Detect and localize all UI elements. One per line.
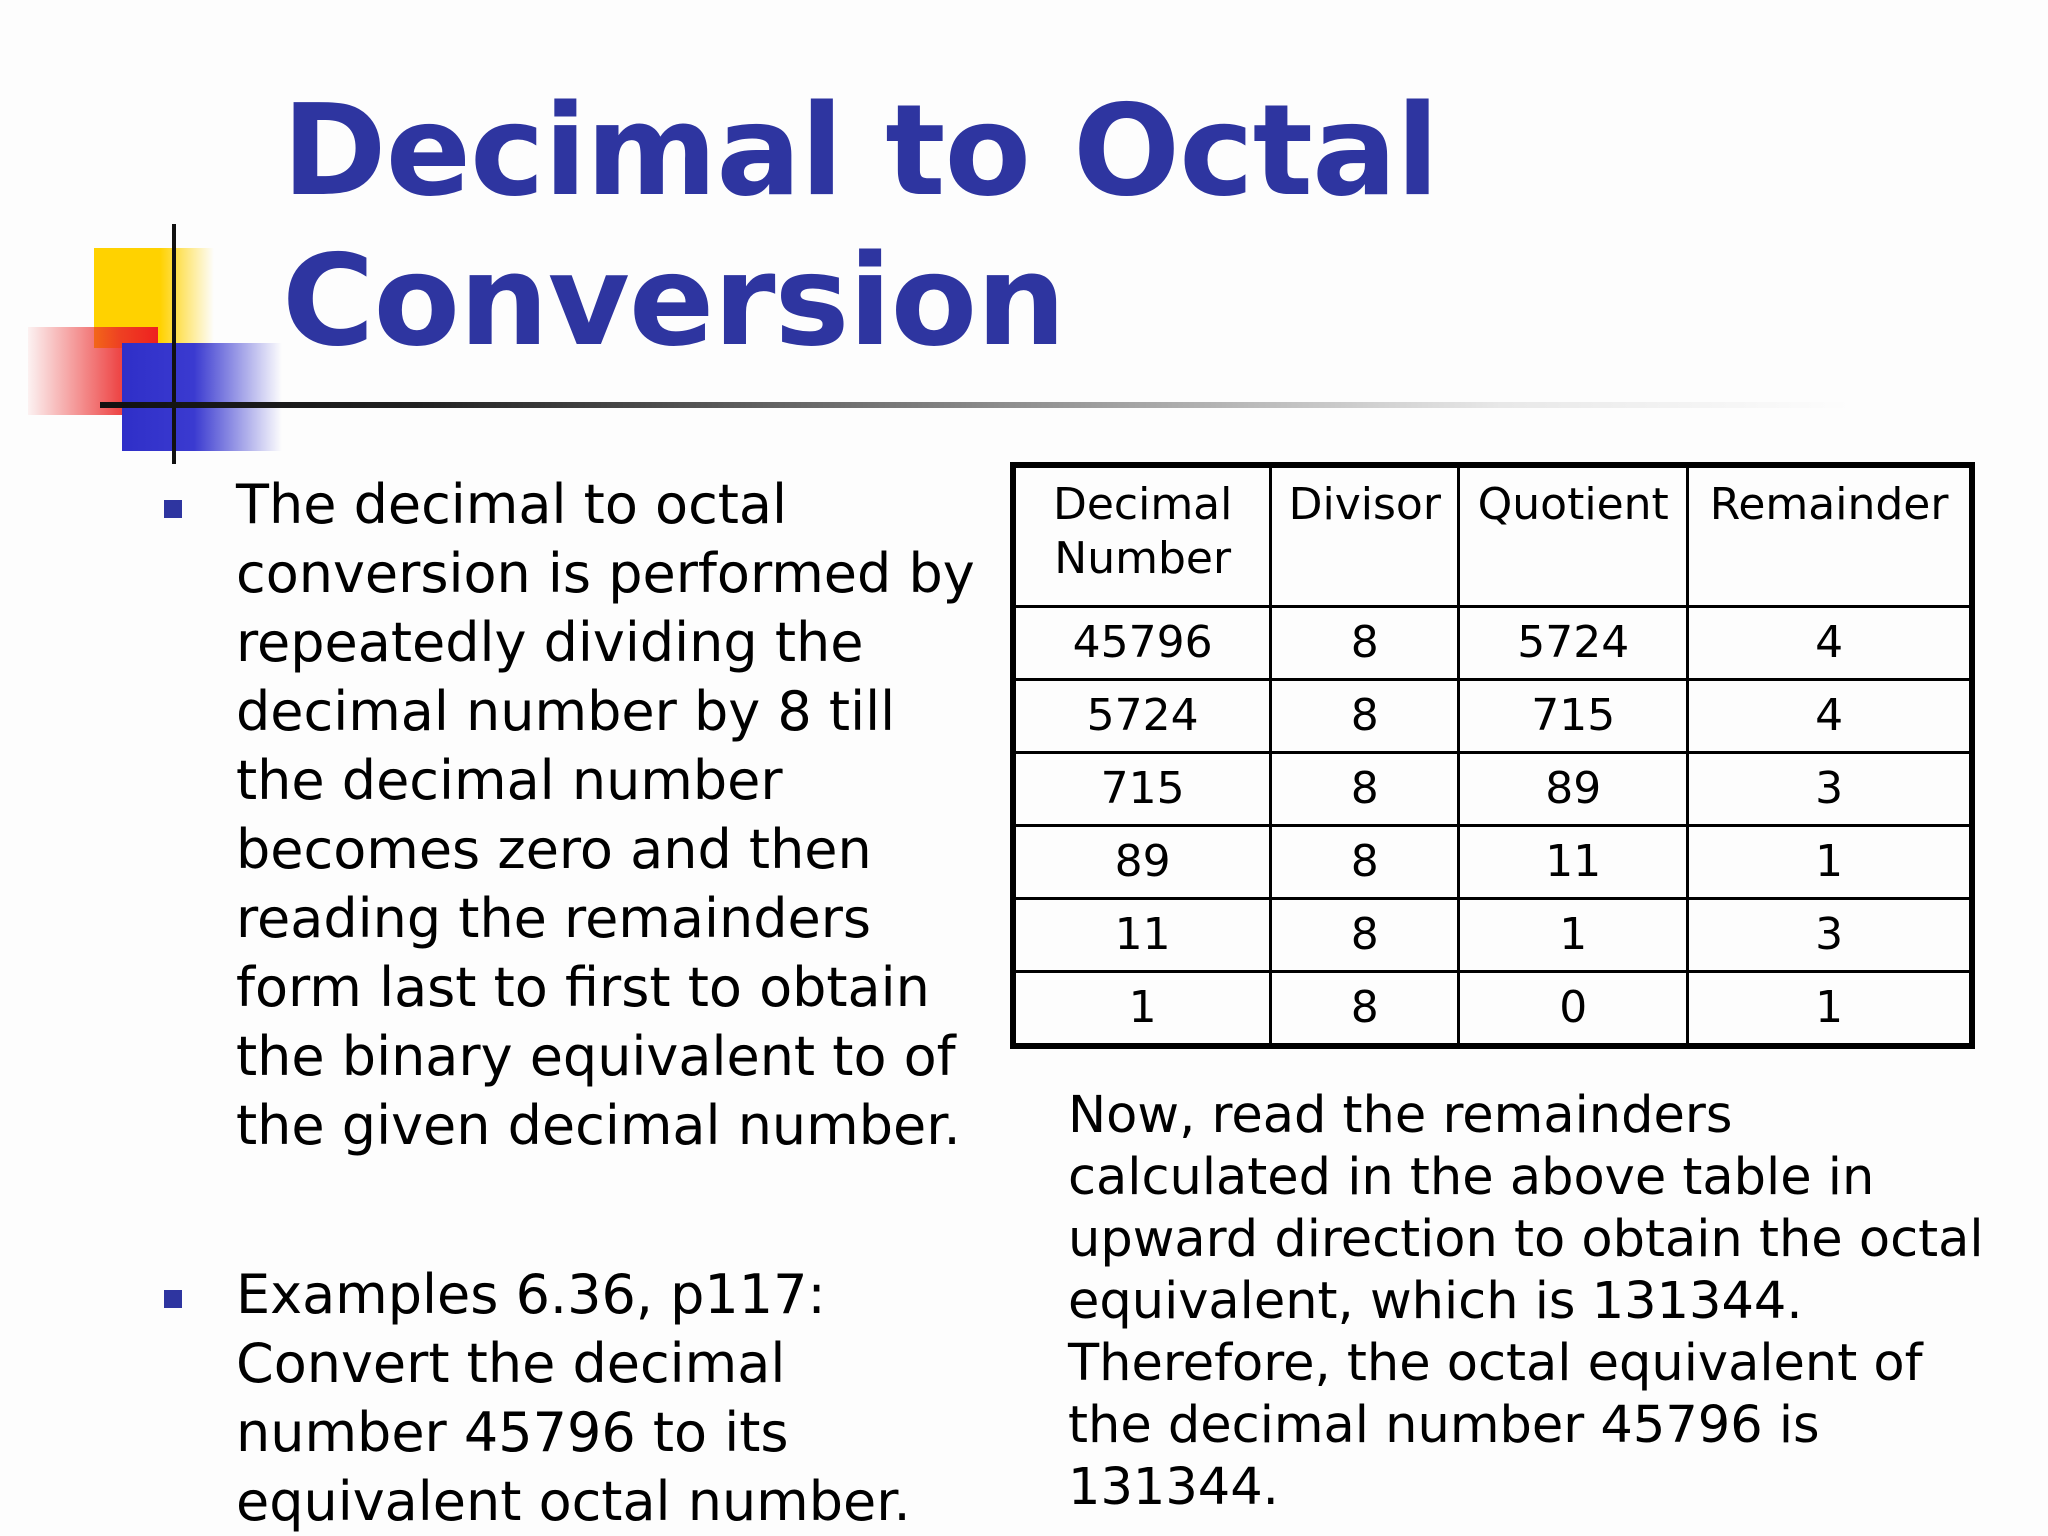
table-row (1013, 826, 1972, 899)
cell-decimal: 89 (1013, 826, 1271, 899)
bullet-text: The decimal to octal conversion is performed by repeatedly dividing the decimal number by 8 till the decimal number becomes zero and then reading the remainders form last to first to obtain the binary equivalent to of the given decimal number. (236, 473, 975, 1157)
cell-remainder: 3 (1688, 899, 1972, 972)
cell-quotient: 11 (1459, 826, 1688, 899)
table-row (1013, 680, 1972, 753)
decor-vertical-line (172, 224, 176, 464)
table-row (1013, 607, 1972, 680)
header-remainder: Remainder (1688, 465, 1972, 607)
cell-remainder: 4 (1688, 607, 1972, 680)
header-divisor: Divisor (1271, 465, 1459, 607)
bullet-list (150, 470, 980, 1536)
cell-remainder: 1 (1688, 972, 1972, 1047)
cell-quotient: 0 (1459, 972, 1688, 1047)
cell-divisor: 8 (1271, 899, 1459, 972)
cell-decimal: 5724 (1013, 680, 1271, 753)
cell-remainder: 4 (1688, 680, 1972, 753)
table-row (1013, 972, 1972, 1047)
title-line-2: Conversion (282, 227, 1065, 374)
bullet-square-icon (164, 500, 182, 518)
cell-decimal: 11 (1013, 899, 1271, 972)
cell-divisor: 8 (1271, 826, 1459, 899)
bullet-text: Examples 6.36, p117: Convert the decimal number 45796 to its equivalent octal number. (236, 1263, 911, 1533)
cell-decimal: 715 (1013, 753, 1271, 826)
decor-blue-square (122, 343, 282, 451)
bullet-item (150, 1260, 980, 1536)
cell-decimal: 45796 (1013, 607, 1271, 680)
bullet-square-icon (164, 1290, 182, 1308)
cell-divisor: 8 (1271, 753, 1459, 826)
cell-divisor: 8 (1271, 680, 1459, 753)
title-line-1: Decimal to Octal (282, 77, 1439, 224)
cell-remainder: 1 (1688, 826, 1972, 899)
conversion-table (1010, 462, 1975, 1049)
cell-divisor: 8 (1271, 607, 1459, 680)
table-row (1013, 899, 1972, 972)
cell-quotient: 715 (1459, 680, 1688, 753)
title-underline (100, 402, 1850, 408)
cell-remainder: 3 (1688, 753, 1972, 826)
cell-quotient: 89 (1459, 753, 1688, 826)
header-decimal-number: Decimal Number (1013, 465, 1271, 607)
cell-quotient: 5724 (1459, 607, 1688, 680)
cell-decimal: 1 (1013, 972, 1271, 1047)
cell-divisor: 8 (1271, 972, 1459, 1047)
header-quotient: Quotient (1459, 465, 1688, 607)
cell-quotient: 1 (1459, 899, 1688, 972)
bullet-item (150, 470, 980, 1160)
conclusion-note: Now, read the remainders calculated in the above table in upward direction to obtain the octal equivalent, which is 131344. Therefore, the octal equivalent of the decimal number 45796 is 131344. (1068, 1086, 1984, 1517)
table-header-row (1013, 465, 1972, 607)
slide-title (282, 76, 1682, 376)
table-row (1013, 753, 1972, 826)
